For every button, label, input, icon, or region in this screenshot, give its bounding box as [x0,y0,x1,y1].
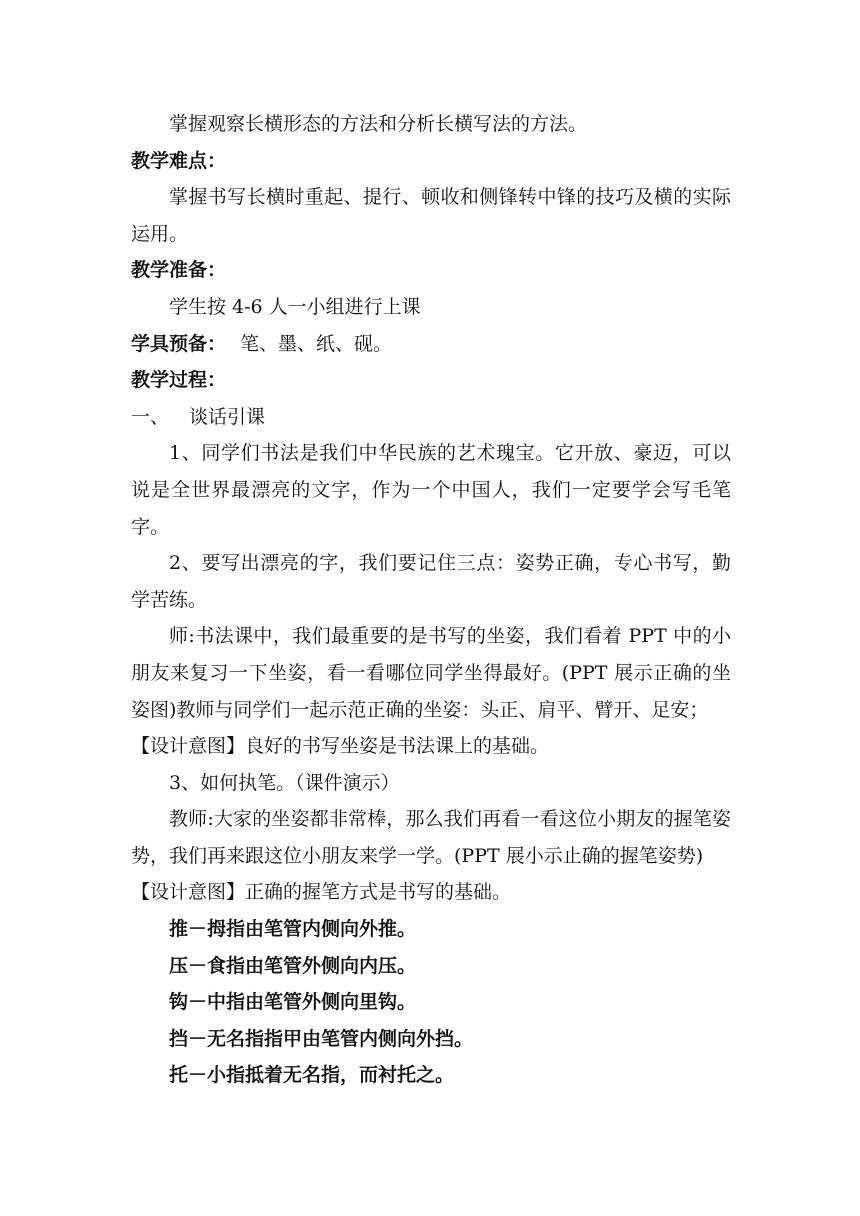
tools-text: 笔、墨、纸、砚。 [240,332,393,355]
teacher-posture-paragraph: 师:书法课中，我们最重要的是书写的坐姿，我们看着 PPT 中的小朋友来复习一下坐姿，看一看哪位同学坐得最好。(PPT 展示正确的坐姿图)教师与同学们一起示范正确的坐姿：头正、肩平、臂开、足安； [131,625,731,721]
tools-heading: 学具预备： [131,332,227,355]
preparation-paragraph: 学生按 4-6 人一小组进行上课 [169,295,421,318]
grip-block-line: 挡－无名指指甲由笔管内侧向外挡。 [169,1027,474,1050]
goal-method-paragraph: 掌握观察长横形态的方法和分析长横写法的方法。 [169,113,588,135]
document-body [131,106,731,1094]
process-heading: 教学过程： [131,369,227,392]
grip-press-line: 压－食指由笔管外侧向内压。 [169,954,417,977]
difficulty-heading: 教学难点： [131,149,227,172]
section1-heading-line [131,399,731,436]
grip-push-line: 推－拇指由笔管内侧向外推。 [169,918,417,941]
section1-number: 一、 [131,405,170,428]
design-intent-2: 【设计意图】正确的握笔方式是书写的基础。 [131,881,512,904]
item3-paragraph: 3、如何执笔。（课件演示） [169,771,400,794]
grip-hook-line: 钩－中指由笔管外侧向里钩。 [169,991,417,1014]
item1-paragraph: 1、同学们书法是我们中华民族的艺术瑰宝。它开放、豪迈，可以说是全世界最漂亮的文字，作为一个中国人，我们一定要学会写毛笔字。 [131,442,731,538]
item2-paragraph: 2、要写出漂亮的字，我们要记住三点：姿势正确，专心书写，勤学苦练。 [131,552,731,611]
grip-support-line: 托－小指抵着无名指，而衬托之。 [169,1064,455,1087]
section1-title: 谈话引课 [189,405,266,428]
design-intent-1: 【设计意图】良好的书写坐姿是书法课上的基础。 [131,735,550,758]
teacher-grip-paragraph: 教师:大家的坐姿都非常棒，那么我们再看一看这位小期友的握笔姿势，我们再来跟这位小朋友来学一学。(PPT 展小示止确的握笔姿势) [131,808,731,867]
tools-line [131,326,731,363]
preparation-heading: 教学准备： [131,259,227,282]
difficulty-paragraph: 掌握书写长横时重起、提行、顿收和侧锋转中锋的技巧及横的实际运用。 [131,186,731,245]
